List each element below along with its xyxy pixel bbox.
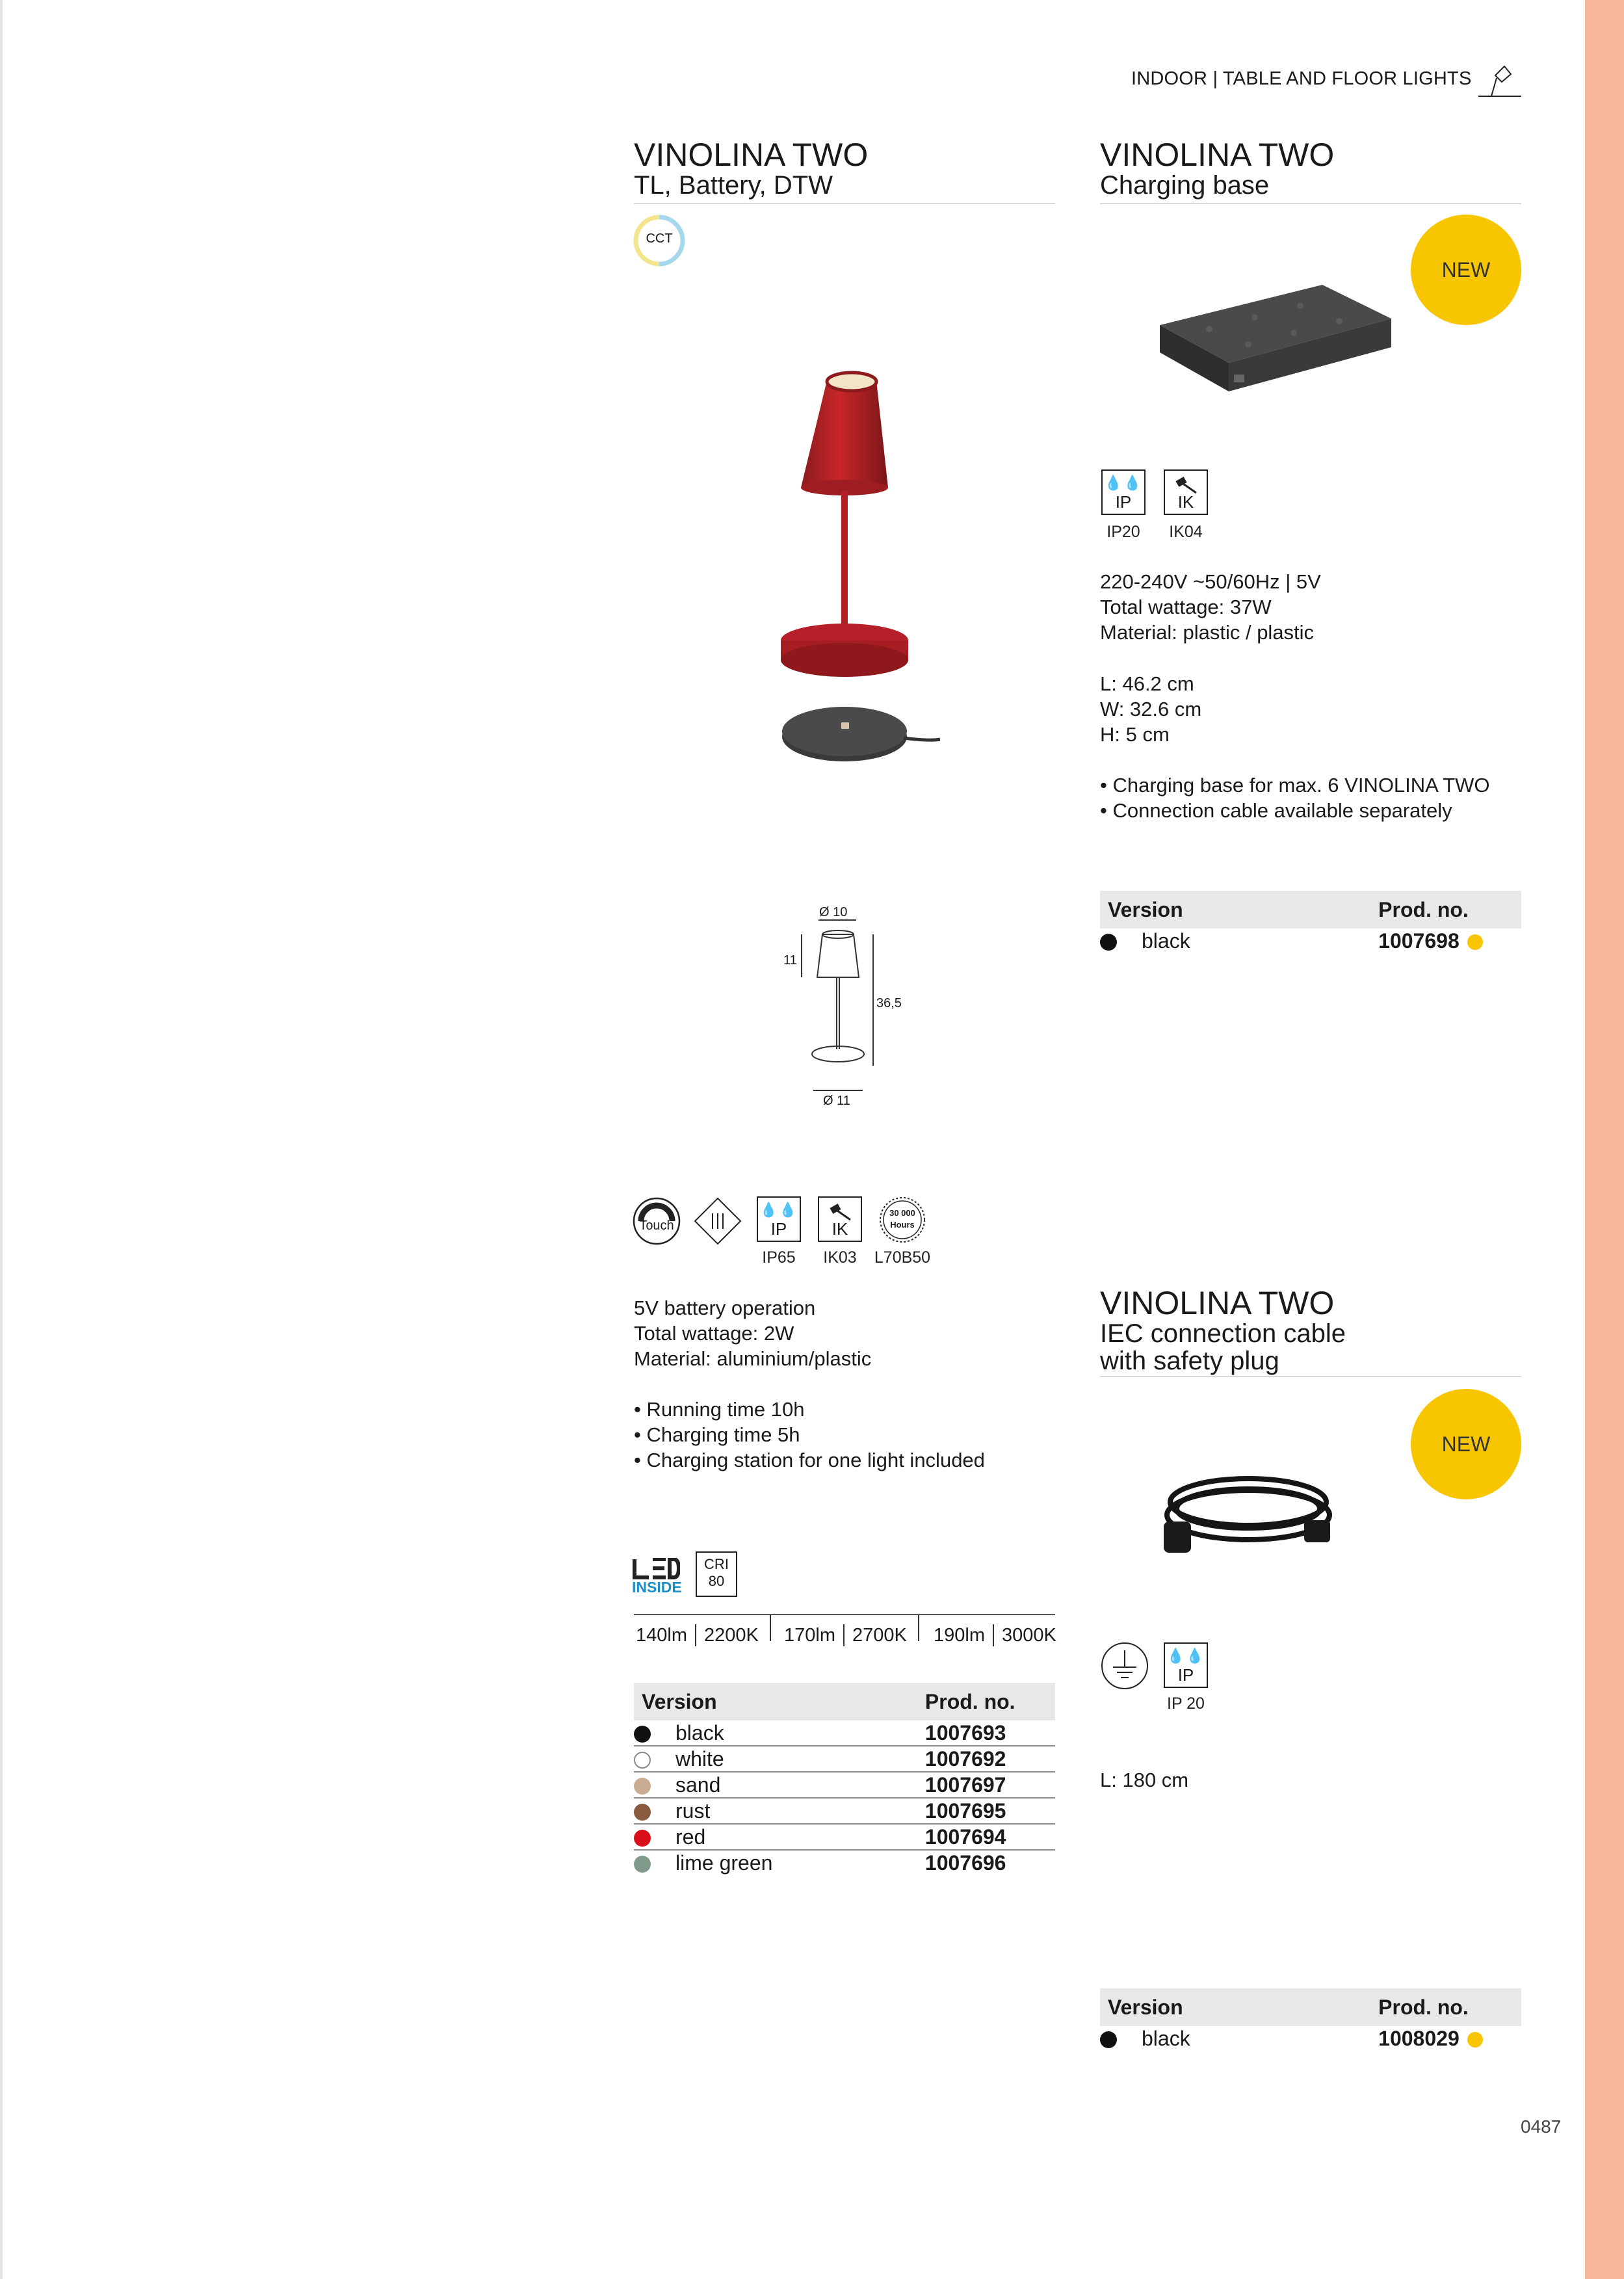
protection-class-i-icon [1100, 1641, 1149, 1691]
cable-dimensions: L: 180 cm [1100, 1769, 1189, 1791]
color-swatch [634, 1726, 651, 1743]
color-swatch [634, 1856, 651, 1873]
led-logo-icon [632, 1558, 680, 1580]
ik-caption: IK03 [823, 1248, 857, 1267]
product-number: 1008029 [1378, 2026, 1460, 2050]
table-row [634, 1850, 1055, 1875]
cable-subtitle: IEC connection cable [1100, 1319, 1346, 1348]
cri-value: 80 [708, 1573, 725, 1589]
page-number: 0487 [1521, 2116, 1562, 2137]
ik-caption: IK04 [1169, 523, 1203, 541]
new-badge: NEW [1411, 1389, 1521, 1499]
lumen-option [784, 1624, 907, 1646]
lamp-version-table [634, 1683, 1055, 1875]
color-swatch [634, 1804, 651, 1821]
table-row [634, 1798, 1055, 1824]
lifetime-hours-value: 30 000 [889, 1208, 915, 1218]
color-swatch [1100, 2031, 1117, 2048]
cable-title: VINOLINA TWO [1100, 1285, 1335, 1321]
product-number: 1007692 [925, 1746, 1055, 1772]
kelvin-value: 3000K [1002, 1624, 1056, 1646]
base-subtitle: Charging base [1100, 171, 1270, 200]
base-bullet: • Charging base for max. 6 VINOLINA TWO [1100, 774, 1490, 797]
ik-rating-icon [818, 1196, 862, 1242]
charging-base-image [1157, 280, 1398, 397]
base-ip-icon: 💧💧 IP [1101, 469, 1146, 515]
version-name: rust [675, 1798, 925, 1824]
cable-subtitle: with safety plug [1100, 1347, 1279, 1375]
lamp-title-block [634, 138, 1056, 199]
base-dimensions: L: 46.2 cm W: 32.6 cm H: 5 cm [1100, 672, 1202, 746]
cct-label: CCT [646, 231, 673, 246]
lumen-option [636, 1624, 759, 1646]
table-row [634, 1746, 1055, 1772]
base-ik-icon [1164, 469, 1208, 515]
color-swatch [634, 1752, 651, 1769]
cable-version-table [1100, 1988, 1521, 2051]
table-row [634, 1772, 1055, 1798]
lumen-divider [770, 1615, 771, 1641]
table-lamp-icon [1477, 61, 1523, 100]
product-number: 1007695 [925, 1798, 1055, 1824]
cable-title-block [1100, 1286, 1523, 1375]
prod-no-header: Prod. no. [1378, 891, 1521, 929]
version-name: lime green [675, 1851, 773, 1875]
dim-shade-height: 11 [783, 953, 797, 968]
table-row [634, 1720, 1055, 1746]
version-name: black [1142, 929, 1190, 953]
ip-label: IP [770, 1219, 787, 1239]
lumen-option [934, 1624, 1056, 1646]
lamp-subtitle: TL, Battery, DTW [634, 171, 833, 200]
cri-badge [696, 1551, 737, 1597]
product-number: 1007693 [925, 1720, 1055, 1746]
version-name: white [675, 1746, 925, 1772]
cable-ip-icon: 💧💧 IP [1164, 1642, 1208, 1688]
ip-rating-icon: 💧💧 IP [757, 1196, 801, 1242]
product-number: 1007696 [924, 1851, 1006, 1875]
new-indicator-dot [1467, 934, 1483, 950]
lamp-title-rule [634, 203, 1055, 204]
prod-no-header: Prod. no. [1378, 1988, 1521, 2026]
lamp-bullet: • Charging station for one light included [634, 1449, 985, 1471]
base-bullet: • Connection cable available separately [1100, 799, 1452, 822]
section-color-band [1585, 0, 1624, 2279]
table-row [1100, 2026, 1521, 2051]
ip-label: IP [1115, 492, 1132, 512]
prod-no-header: Prod. no. [925, 1683, 1055, 1720]
lifetime-hours-unit: Hours [890, 1220, 915, 1230]
cable-image [1151, 1443, 1346, 1574]
cri-label: CRI [704, 1556, 729, 1572]
base-title: VINOLINA TWO [1100, 137, 1335, 173]
dim-top-diameter: Ø 10 [819, 905, 848, 919]
lamp-bullet: • Charging time 5h [634, 1423, 800, 1446]
protection-class-iii-icon [693, 1196, 742, 1246]
product-number: 1007694 [925, 1824, 1055, 1850]
lumen-rule [634, 1614, 1055, 1615]
kelvin-value: 2200K [704, 1624, 759, 1646]
lamp-bullet: • Running time 10h [634, 1398, 805, 1421]
lumen-value: 190lm [934, 1624, 985, 1646]
base-bullet-list [1100, 772, 1529, 823]
base-title-block [1100, 138, 1523, 199]
lumen-value: 140lm [636, 1624, 687, 1646]
lamp-title: VINOLINA TWO [634, 137, 869, 173]
cable-title-rule [1100, 1376, 1521, 1377]
ip-label: IP [1177, 1665, 1194, 1685]
version-header: Version [1100, 891, 1378, 929]
dim-base-diameter: Ø 11 [823, 1094, 850, 1108]
ip-caption: IP20 [1107, 523, 1140, 541]
lamp-dimension-drawing [777, 901, 926, 1115]
color-swatch [634, 1830, 651, 1847]
base-version-table [1100, 891, 1521, 953]
touch-label: Touch [639, 1219, 674, 1233]
version-header: Version [634, 1683, 925, 1720]
lifetime-caption: L70B50 [874, 1248, 931, 1267]
product-number: 1007697 [925, 1772, 1055, 1798]
version-name: sand [675, 1772, 925, 1798]
ip-caption: IP65 [762, 1248, 796, 1267]
lamp-specs: 5V battery operation Total wattage: 2W Material: aluminium/plastic [634, 1297, 872, 1370]
new-indicator-dot [1467, 2032, 1483, 2048]
ik-label: IK [1177, 492, 1194, 512]
dim-total-height: 36,5 [876, 996, 902, 1010]
category-header: INDOOR | TABLE AND FLOOR LIGHTS [1131, 68, 1472, 89]
base-specs: 220-240V ~50/60Hz | 5V Total wattage: 37W Material: plastic / plastic [1100, 570, 1321, 644]
color-swatch [1100, 934, 1117, 951]
version-name: black [1142, 2026, 1190, 2050]
hammer-icon [1175, 475, 1199, 494]
lumen-value: 170lm [784, 1624, 835, 1646]
version-header: Version [1100, 1988, 1378, 2026]
product-number: 1007698 [1378, 929, 1460, 953]
version-name: red [675, 1824, 925, 1850]
kelvin-value: 2700K [852, 1624, 907, 1646]
version-name: black [675, 1720, 925, 1746]
table-row [634, 1824, 1055, 1850]
ip-caption: IP 20 [1167, 1694, 1205, 1713]
base-title-rule [1100, 203, 1521, 204]
lamp-bullet-list [634, 1397, 1050, 1473]
page-left-edge [0, 0, 3, 2279]
led-inside-label: INSIDE [632, 1579, 682, 1596]
lumen-divider [918, 1615, 919, 1641]
ik-label: IK [832, 1219, 848, 1239]
lamp-product-image [780, 367, 962, 771]
hammer-icon [830, 1202, 853, 1221]
table-row [1100, 929, 1521, 953]
new-badge: NEW [1411, 215, 1521, 325]
color-swatch [634, 1778, 651, 1795]
